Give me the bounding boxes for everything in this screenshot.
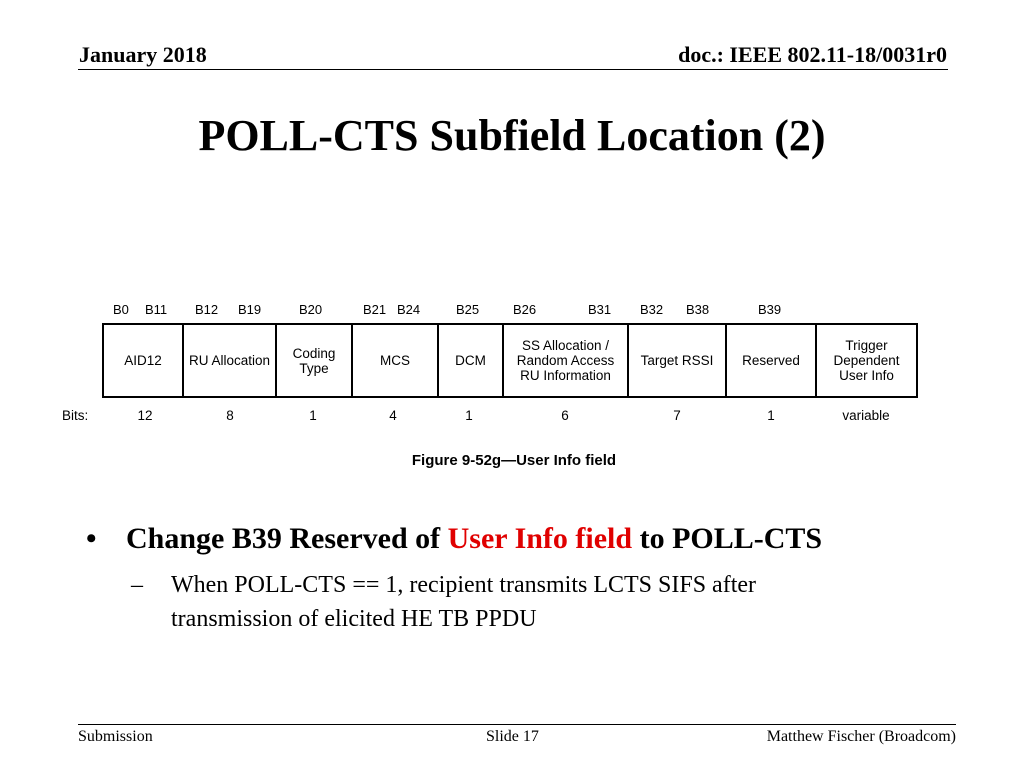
bit-width-value: 1: [767, 408, 775, 423]
field-cell-mcs: MCS: [353, 325, 439, 396]
bit-label: B20: [299, 302, 323, 317]
bullet-text-part1: Change B39 Reserved of: [126, 522, 448, 555]
bullet-symbol: •: [86, 522, 97, 555]
bit-label: B19: [238, 302, 262, 317]
footer-author: Matthew Fischer (Broadcom): [766, 728, 956, 745]
header-doc-id: doc.: IEEE 802.11-18/0031r0: [678, 42, 947, 67]
header-date: January 2018: [79, 42, 207, 67]
field-cell-ss-allocation: SS Allocation / Random Access RU Information: [504, 325, 629, 396]
field-cell-aid12: AID12: [104, 325, 184, 396]
sub-bullet-dash: –: [131, 572, 143, 598]
bit-label: B31: [588, 302, 612, 317]
field-cell-target-rssi: Target RSSI: [629, 325, 727, 396]
field-cell-coding-type: Coding Type: [277, 325, 353, 396]
slide-title: POLL-CTS Subfield Location (2): [198, 111, 826, 160]
figure-caption: Figure 9-52g—User Info field: [411, 452, 617, 469]
bits-row-label: Bits:: [62, 408, 89, 423]
field-cell-trigger-dependent: Trigger Dependent User Info: [833, 338, 900, 383]
bit-width-value: 4: [389, 408, 397, 423]
bullet-item: [86, 522, 822, 556]
footer-slide-number: Slide 17: [486, 728, 539, 745]
field-cell-ru-allocation: RU Allocation: [184, 325, 277, 396]
sub-bullet-item: [131, 568, 871, 636]
field-cell-dcm: DCM: [439, 325, 504, 396]
field-cell-reserved: Reserved: [727, 325, 817, 396]
bit-label: B24: [397, 302, 421, 317]
bit-label: B25: [456, 302, 480, 317]
bit-label: B38: [686, 302, 710, 317]
bit-label: B39: [758, 302, 782, 317]
bit-label: B0: [113, 302, 129, 317]
header-rule: [78, 69, 948, 70]
bit-width-value: 12: [137, 408, 153, 423]
user-info-field-table: [102, 323, 918, 398]
bit-width-value: 8: [226, 408, 234, 423]
bit-width-value: 6: [561, 408, 569, 423]
bullet-highlight: User Info field: [447, 522, 633, 555]
bit-width-value: 1: [309, 408, 317, 423]
footer-submission: Submission: [78, 728, 153, 745]
bit-width-value: variable: [842, 408, 890, 423]
bullet-text-part2: to POLL-CTS: [632, 522, 823, 555]
bit-label: B11: [145, 302, 168, 317]
bit-label: B32: [640, 302, 664, 317]
sub-bullet-text: When POLL-CTS == 1, recipient transmits LCTS SIFS after transmission of elicited HE TB PPDU: [171, 572, 756, 632]
footer-rule: [78, 724, 956, 725]
user-info-field-figure: [60, 298, 930, 478]
bit-width-value: 1: [465, 408, 473, 423]
bit-label: B26: [513, 302, 537, 317]
bit-width-value: 7: [673, 408, 681, 423]
bit-label: B21: [363, 302, 387, 317]
bit-label: B12: [195, 302, 219, 317]
